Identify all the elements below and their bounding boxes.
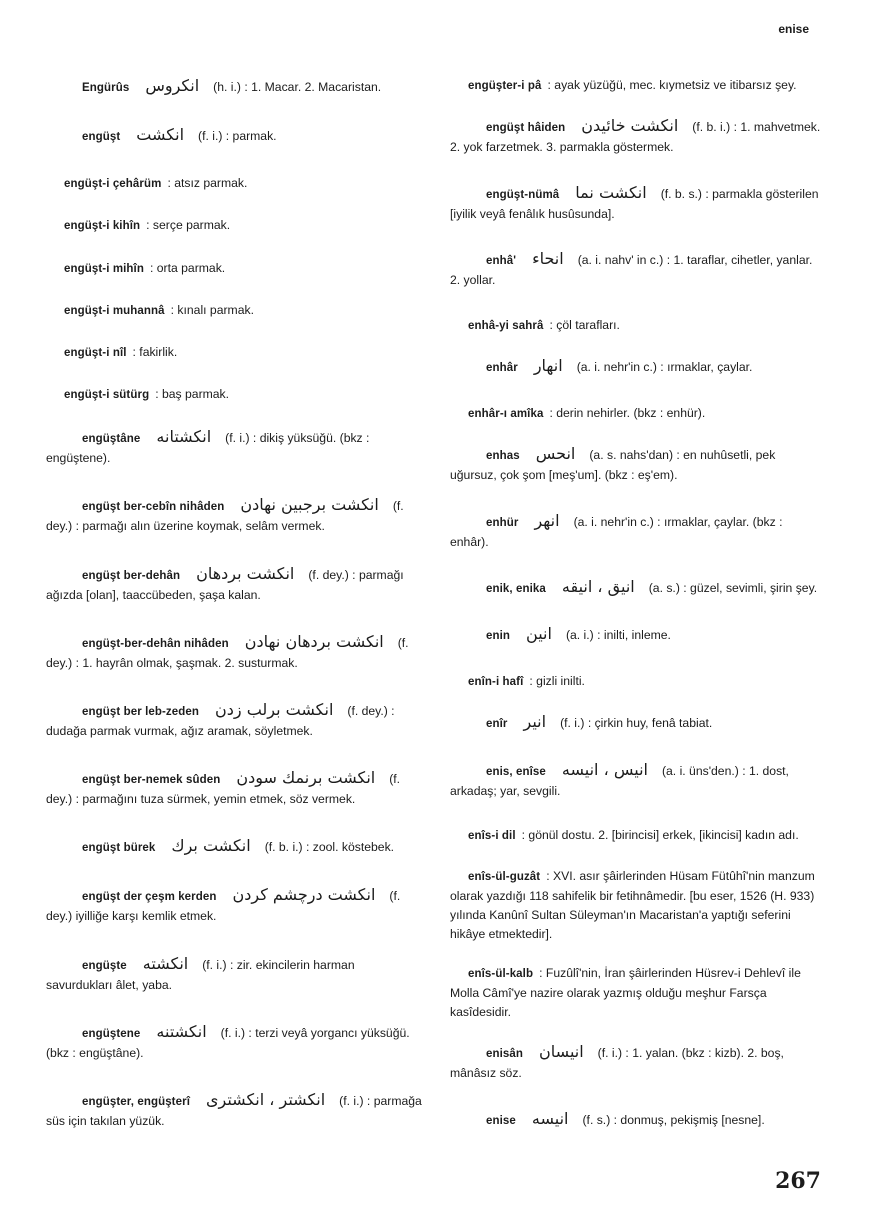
definition: (a. s.) : güzel, sevimli, şirin şey. xyxy=(648,580,818,595)
arabic-script: انكشت درچشم كردن xyxy=(232,885,376,905)
sub-entry xyxy=(46,385,424,405)
dictionary-entry xyxy=(450,712,824,734)
headword: enin xyxy=(486,630,511,643)
definition: (a. i. nehr'in c.) : ırmaklar, çaylar. (bkz : enhâr). xyxy=(450,514,783,549)
sub-entry xyxy=(46,174,424,194)
headword: enîs-ül-guzât xyxy=(468,870,541,883)
headword: enhâ-yi sahrâ xyxy=(468,319,544,332)
arabic-script: انكشت بردهان نهادن xyxy=(244,631,384,651)
definition: (a. i.) : inilti, inleme. xyxy=(565,628,671,643)
headword: engüşt ber-cebîn nihâden xyxy=(82,501,225,514)
arabic-script: انيق ، انيقه xyxy=(561,576,635,596)
definition: : Fuzûlî'nin, İran şâirlerinden Hüsrev-i Dehlevî ile Molla Câmî'ye nazire olarak yazmış olduğu meşhur Farsça kasîdesidir. xyxy=(450,966,801,1019)
sub-entry xyxy=(450,316,824,336)
headword: enhas xyxy=(486,450,520,463)
dictionary-entry xyxy=(450,1109,824,1131)
left-column xyxy=(46,76,424,1136)
page-number: 267 xyxy=(775,1168,821,1194)
dictionary-entry xyxy=(450,116,824,157)
running-header: enise xyxy=(778,22,809,36)
arabic-script: انهار xyxy=(533,356,563,376)
arabic-script: انكشت xyxy=(136,125,185,145)
definition: (f. dey.) : 1. hayrân olmak, şaşmak. 2. susturmak. xyxy=(46,635,409,670)
definition: : kınalı parmak. xyxy=(170,302,254,317)
headword: engüşt-i kihîn xyxy=(64,220,141,233)
dictionary-entry xyxy=(46,495,424,536)
headword: engüşt-i sütürg xyxy=(64,389,150,402)
arabic-script: انكشته xyxy=(142,953,189,973)
dictionary-entry xyxy=(450,624,824,646)
definition: (f. b. i.) : zool. köstebek. xyxy=(264,840,395,855)
headword: engüşt-i mihîn xyxy=(64,262,144,275)
definition: (f. b. s.) : parmakla gösterilen [iyilik veyâ fenâlık husûsunda]. xyxy=(450,186,819,221)
sub-entry xyxy=(450,672,824,692)
dictionary-entry xyxy=(46,1090,424,1131)
definition: (f. i.) : dikiş yüksüğü. (bkz : engüştene). xyxy=(46,431,370,466)
dictionary-entry xyxy=(46,1022,424,1063)
headword: engüşt der çeşm kerden xyxy=(82,891,217,904)
headword: engüşt ber-dehân xyxy=(82,569,181,582)
definition: : fakirlik. xyxy=(132,344,178,359)
dictionary-entry xyxy=(46,125,424,147)
definition: (f. dey.) : dudağa parmak vurmak, ağız aramak, söyletmek. xyxy=(46,703,395,738)
headword: engüşt-i nîl xyxy=(64,346,127,359)
headword: engüşt xyxy=(82,131,121,144)
headword: enhâr xyxy=(486,362,518,375)
definition: : gönül dostu. 2. [birincisi] erkek, [ikincisi] kadın adı. xyxy=(521,828,799,843)
definition: (f. b. i.) : 1. mahvetmek. 2. yok farzetmek. 3. parmakla göstermek. xyxy=(450,120,821,155)
dictionary-entry xyxy=(46,954,424,995)
dictionary-entry xyxy=(46,836,424,858)
headword: engüşt ber leb-zeden xyxy=(82,705,200,718)
arabic-script: انكشت بردهان xyxy=(196,563,295,583)
arabic-script: انكشت نما xyxy=(575,182,647,202)
arabic-script: انكشت خائيدن xyxy=(581,116,679,136)
sub-entry xyxy=(46,259,424,279)
definition: (f. i.) : terzi veyâ yorgancı yüksüğü. (bkz : engüştâne). xyxy=(46,1025,410,1060)
dictionary-entry xyxy=(450,760,824,801)
headword: engüşt ber-nemek sûden xyxy=(82,774,221,787)
definition: (f. i.) : parmağa süs için takılan yüzük. xyxy=(46,1093,422,1128)
definition: (a. i. nehr'in c.) : ırmaklar, çaylar. xyxy=(576,360,753,375)
definition: : gizli inilti. xyxy=(529,673,585,688)
headword: enhür xyxy=(486,516,519,529)
headword: enisân xyxy=(486,1048,524,1061)
definition: (f. i.) : zir. ekincilerin harman savurdukları âlet, yaba. xyxy=(46,957,355,992)
dictionary-entry xyxy=(46,76,424,98)
definition: : orta parmak. xyxy=(149,260,226,275)
dictionary-entry xyxy=(450,511,824,552)
headword: enîs-ül-kalb xyxy=(468,968,534,980)
arabic-script: انير xyxy=(523,712,547,732)
headword: engüşt-i muhannâ xyxy=(64,304,165,317)
dictionary-entry xyxy=(46,632,424,673)
arabic-script: انهر xyxy=(534,510,560,530)
sub-entry xyxy=(450,826,824,846)
definition: : atsız parmak. xyxy=(167,176,248,191)
headword: enis, enîse xyxy=(486,765,546,778)
dictionary-entry xyxy=(450,577,824,599)
headword: engüşt bürek xyxy=(82,842,156,855)
arabic-script: انكشت برك xyxy=(171,836,251,856)
definition: (a. s. nahs'dan) : en nuhûsetli, pek uğursuz, çok şom [meş'um]. (bkz : eş'em). xyxy=(450,448,776,483)
sub-entry xyxy=(450,404,824,424)
arabic-script: انين xyxy=(526,624,552,644)
sub-entry xyxy=(450,964,824,1022)
arabic-script: انكروس xyxy=(145,76,200,95)
dictionary-entry xyxy=(46,564,424,605)
definition: (f. i.) : parmak. xyxy=(198,129,277,144)
dictionary-entry xyxy=(46,427,424,468)
definition: (f. i.) : çirkin huy, fenâ tabiat. xyxy=(560,716,713,731)
definition: : derin nehirler. (bkz : enhür). xyxy=(549,405,706,420)
dictionary-entry xyxy=(450,444,824,485)
arabic-script: انيسه xyxy=(531,1108,569,1128)
sub-entry xyxy=(46,216,424,236)
dictionary-entry xyxy=(46,885,424,926)
dictionary-entry xyxy=(46,768,424,809)
dictionary-entry xyxy=(450,183,824,224)
arabic-script: انكشتر ، انكشترى xyxy=(205,1089,326,1109)
definition: (f. i.) : 1. yalan. (bkz : kizb). 2. boş, mânâsız söz. xyxy=(450,1046,784,1081)
dictionary-entry xyxy=(450,1042,824,1083)
definition: : çöl tarafları. xyxy=(549,317,620,332)
sub-entry xyxy=(450,867,824,944)
definition: : XVI. asır şâirlerinden Hüsam Fütûhî'nin manzum olarak yazdığı 118 sahifelik bir fetihnâmedir. [bu eser, 1526 (H. 933) yılında Kanûnî Sultan Süleyman'ın Macaristan'a yaptığı seferini hikâye etmektedir]. xyxy=(450,868,815,941)
headword: engüşt-ber-dehân nihâden xyxy=(82,637,229,650)
arabic-script: انكشت برلب زدن xyxy=(215,699,334,719)
headword: enise xyxy=(486,1114,516,1127)
headword: engüştâne xyxy=(82,433,141,446)
definition: : baş parmak. xyxy=(155,387,230,402)
definition: (a. i. nahv' in c.) : 1. taraflar, cihetler, yanlar. 2. yollar. xyxy=(450,253,813,288)
headword: engüşt hâiden xyxy=(486,122,566,135)
definition: (a. i. üns'den.) : 1. dost, arkadaş; yar, sevgili. xyxy=(450,763,789,798)
arabic-script: انكشت برجبين نهادن xyxy=(240,495,379,515)
headword: enhâ' xyxy=(486,255,517,268)
sub-entry xyxy=(46,301,424,321)
dictionary-entry xyxy=(46,700,424,741)
arabic-script: انيسان xyxy=(539,1042,584,1062)
headword: Engürûs xyxy=(82,82,130,94)
headword: enîs-i dil xyxy=(468,830,516,843)
dictionary-entry xyxy=(450,249,824,290)
headword: engüşt-i çehârüm xyxy=(64,178,162,191)
arabic-script: انكشت برنمك سودن xyxy=(236,768,376,788)
headword: enîr xyxy=(486,718,508,731)
definition: : serçe parmak. xyxy=(146,218,231,233)
sub-entry xyxy=(450,76,824,96)
definition: (f. dey.) iyilliğe karşı kemlik etmek. xyxy=(46,889,401,924)
definition: (f. dey.) : parmağı ağızda [olan], taaccübeden, şaşa kalan. xyxy=(46,567,404,602)
arabic-script: انيس ، انيسه xyxy=(561,759,648,779)
sub-entry xyxy=(46,343,424,363)
definition: (f. dey.) : parmağı alın üzerine koymak, selâm vermek. xyxy=(46,499,404,534)
definition: (h. i.) : 1. Macar. 2. Macaristan. xyxy=(213,80,382,94)
headword: enik, enika xyxy=(486,582,546,595)
arabic-script: انكشتانه xyxy=(156,427,212,447)
right-column xyxy=(450,76,824,1136)
definition: (f. dey.) : parmağını tuza sürmek, yemin etmek, söz vermek. xyxy=(46,772,401,807)
arabic-script: انحس xyxy=(535,444,576,464)
arabic-script: انحاء xyxy=(532,249,564,269)
headword: engüşte xyxy=(82,959,127,972)
headword: enhâr-ı amîka xyxy=(468,407,544,420)
headword: engüştene xyxy=(82,1027,141,1040)
arabic-script: انكشتنه xyxy=(156,1021,207,1041)
dictionary-entry xyxy=(450,356,824,378)
headword: engüşter-i pâ xyxy=(468,80,542,92)
headword: engüşt-nümâ xyxy=(486,188,560,201)
definition: (f. s.) : donmuş, pekişmiş [nesne]. xyxy=(582,1112,765,1127)
headword: engüşter, engüşterî xyxy=(82,1095,190,1108)
headword: enîn-i hafî xyxy=(468,675,524,688)
definition: : ayak yüzüğü, mec. kıymetsiz ve itibarsız şey. xyxy=(547,78,797,92)
